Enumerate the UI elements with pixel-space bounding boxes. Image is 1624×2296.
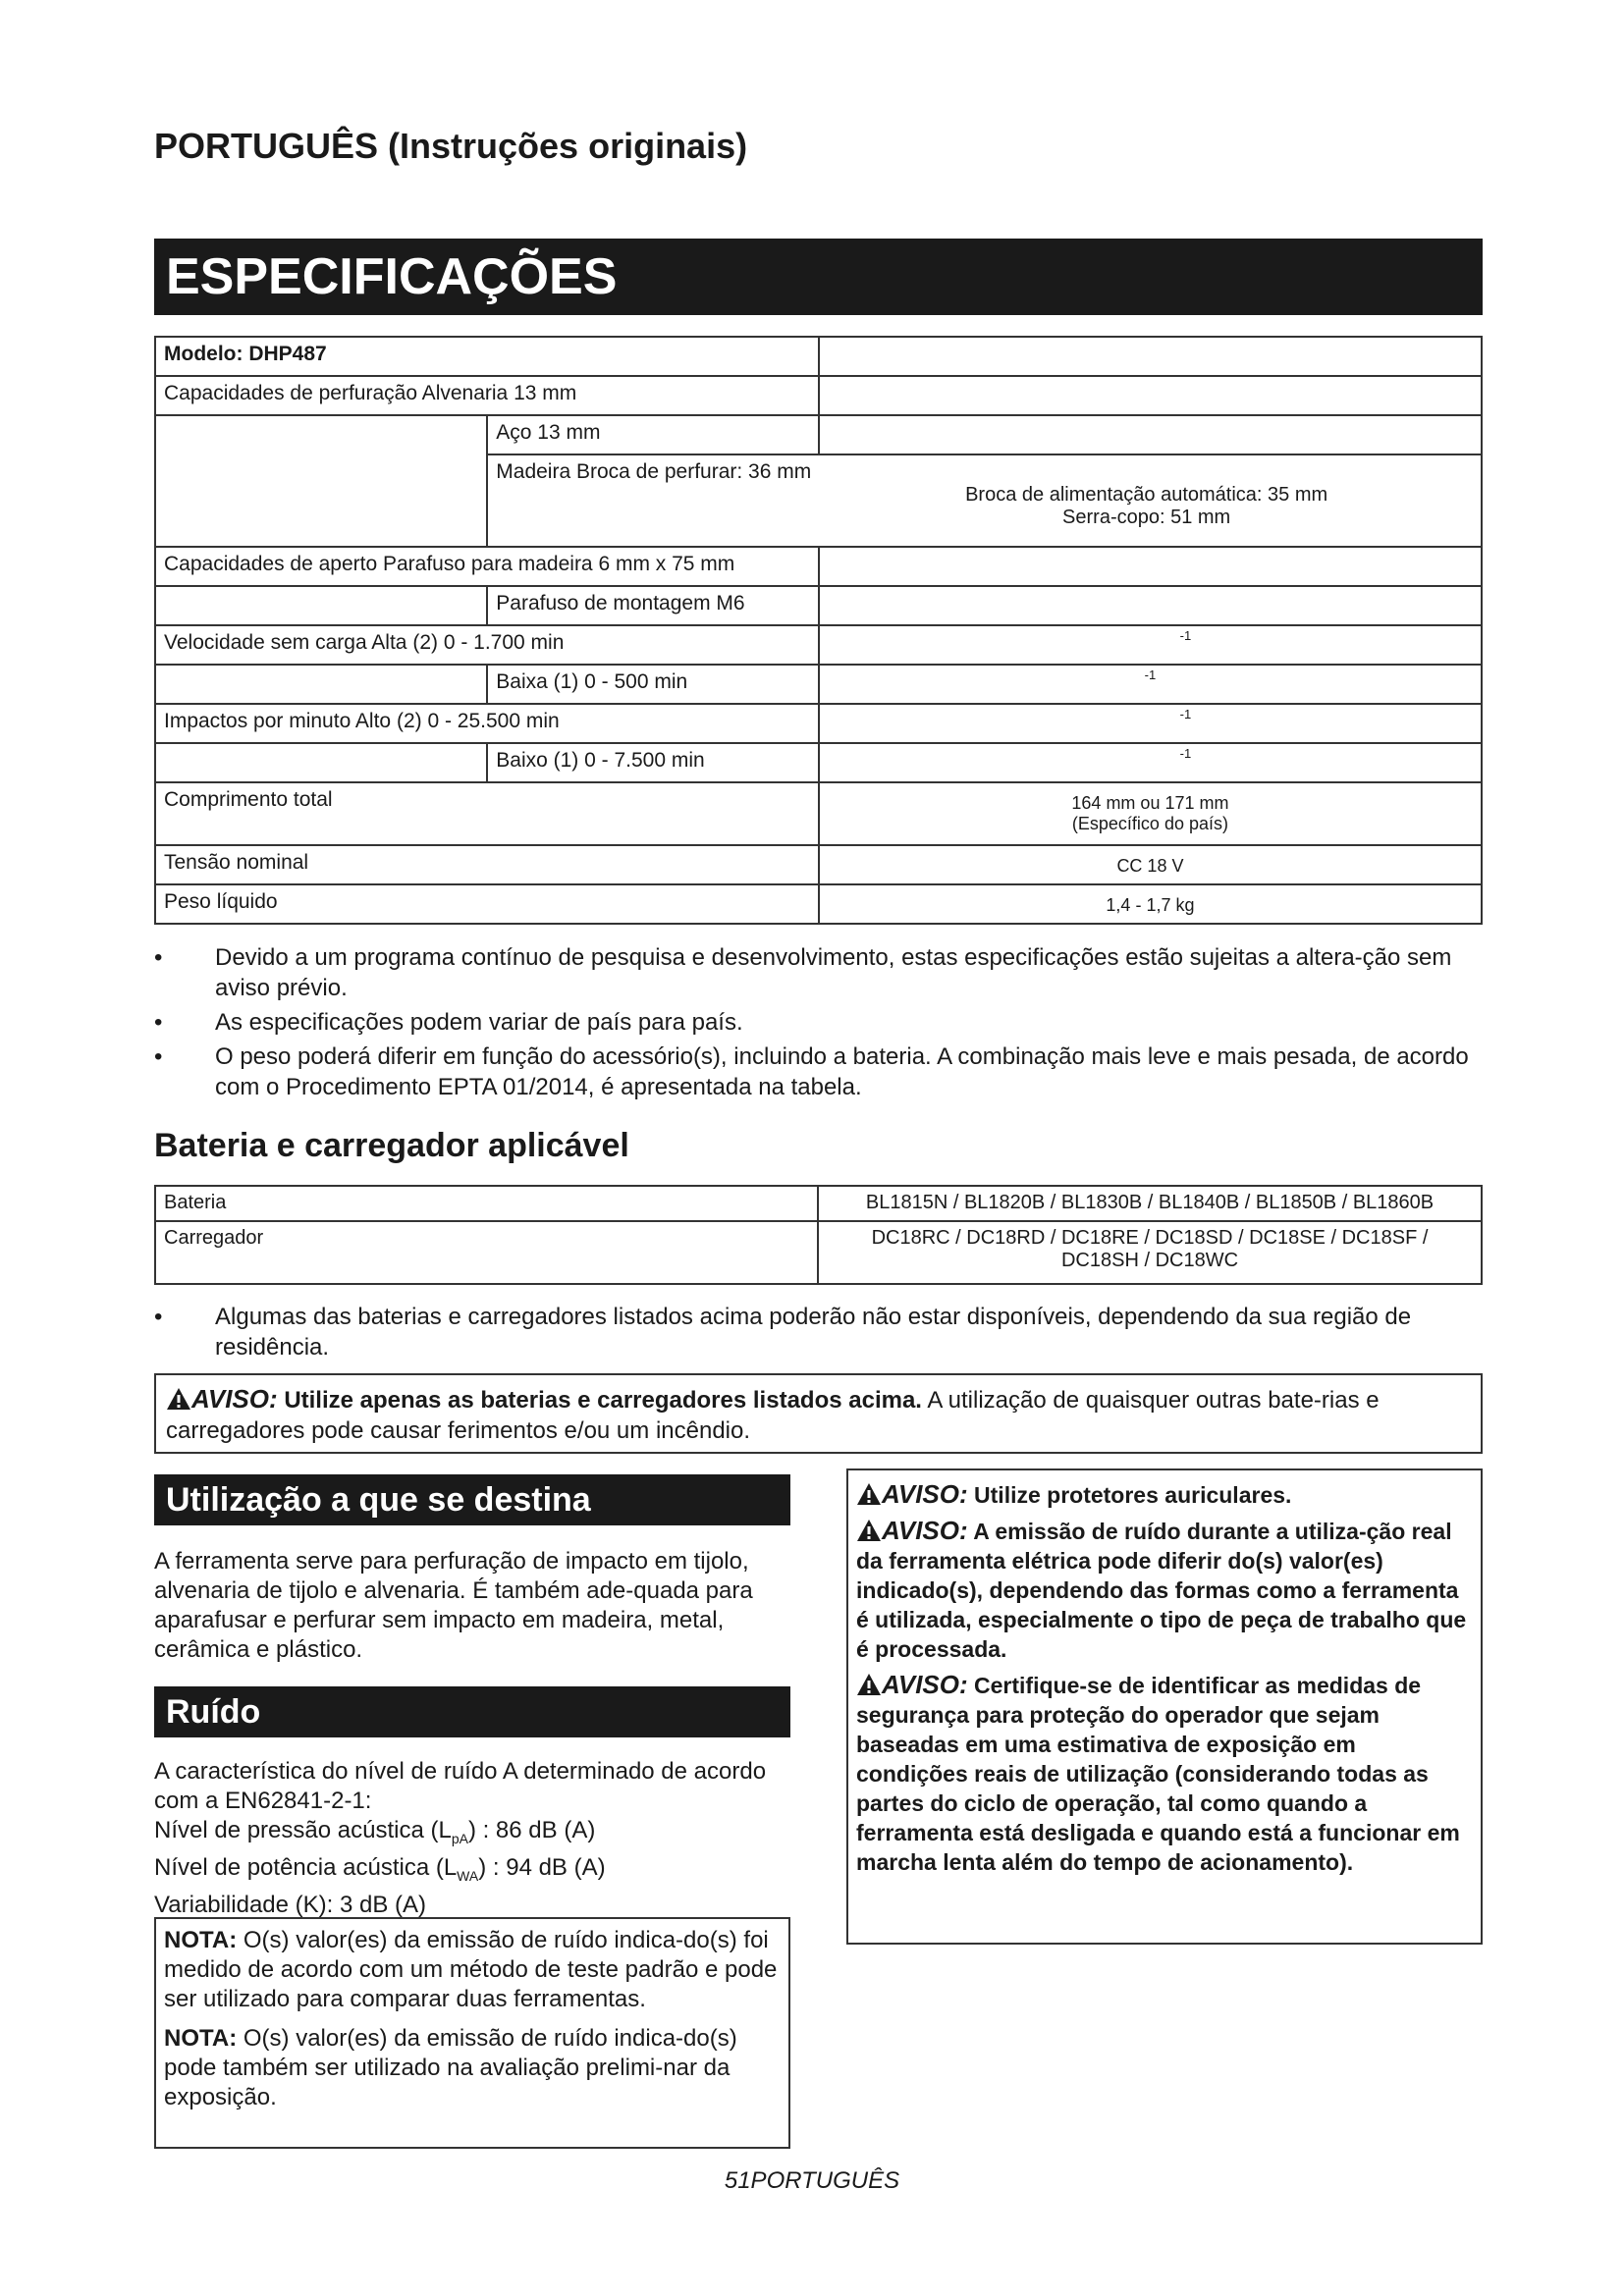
note-item: • As especificações podem variar de país para país. [154,1009,743,1036]
impact-high: Impactos por minuto Alto (2) 0 - 25.500 min [155,704,819,743]
weight-value: 1,4 - 1,7 kg [819,884,1482,924]
noise-heading: Ruído [154,1686,790,1737]
warning-label: AVISO: [191,1384,278,1414]
speed-high-unit: -1 [819,625,1482,665]
nota-1: NOTA: O(s) valor(es) da emissão de ruído indica-do(s) foi medido de acordo com um método de teste padrão e pode ser utilizado para comparar duas ferramentas. [164,1927,778,2012]
warning-1: AVISO: Utilize protetores auriculares. [856,1479,1473,1510]
wood-hole-saw: Serra-copo: 51 mm [1062,507,1231,528]
fastening-capacity-label: Capacidades de aperto Parafuso para madeira 6 mm x 75 mm [155,547,819,586]
intended-use-heading: Utilização a que se destina [154,1474,790,1525]
warning-icon [166,1387,191,1411]
speed-high: Velocidade sem carga Alta (2) 0 - 1.700 min [155,625,819,665]
battery-notes [154,1302,1483,1366]
note-item: • O peso poderá diferir em função do acessório(s), incluindo a bateria. A combinação mais leve e mais pesada, de acordo com o Procedimento EPTA 01/2014, é apresentada na tabela. [154,1043,1469,1100]
wood-capacity-label: Madeira Broca de perfurar: 36 mm [496,460,812,483]
wood-capacity [487,454,1482,547]
length-value-2: (Específico do país) [1071,814,1228,833]
noise-line-4: Variabilidade (K): 3 dB (A) [154,1891,427,1918]
warning-icon [856,1519,882,1542]
warning-bold: Utilize apenas as baterias e carregadores listados acima. [284,1387,922,1414]
warning-3: AVISO: Certifique-se de identificar as medidas de segurança para proteção do operador que sejam baseadas em uma estimativa de exposição em condições reais de utilização (considerando todas as partes do ciclo de operação, tal como quando a ferramenta está desligada e quando está a funcionar em marcha lenta além do tempo de acionamento). [856,1670,1460,1875]
warning-icon [856,1673,882,1696]
battery-heading: Bateria e carregador aplicável [154,1127,629,1164]
weight-label: Peso líquido [155,884,819,924]
charger-models-2: DC18SH / DC18WC [1060,1250,1239,1271]
noise-line-2: Nível de pressão acústica $(L_{pA})$ : 86 dB (A) [154,1817,596,1846]
noise-warnings-box [846,1468,1483,1945]
impact-low: Baixo (1) 0 - 7.500 min [487,743,819,782]
specifications-table [154,336,1483,925]
noise-notes-box [154,1917,790,2149]
speed-low: Baixa (1) 0 - 500 min [487,665,819,704]
machine-screw-capacity: Parafuso de montagem M6 [487,586,819,625]
page-footer: 51PORTUGUÊS [724,2167,900,2194]
length-value-1: 164 mm ou 171 mm [1071,793,1229,813]
note-item: • Devido a um programa contínuo de pesquisa e desenvolvimento, estas especificações estão sujeitas a altera-ção sem aviso prévio. [154,944,1452,1001]
warning-2: AVISO: A emissão de ruído durante a utiliza-ção real da ferramenta elétrica pode diferir do(s) valor(es) indicado(s), dependendo das formas como a ferramenta é utilizada, especialmente o tipo de peça de trabalho que é processada. [856,1516,1467,1662]
intended-use-text: A ferramenta serve para perfuração de impacto em tijolo, alvenaria de tijolo e alvenaria. É também ade-quada para aparafusar e perfurar sem impacto em madeira, metal, cerâmica e plástico. [154,1548,753,1663]
drill-capacity-label: Capacidades de perfuração Alvenaria 13 mm [155,376,819,415]
nota-2: NOTA: O(s) valor(es) da emissão de ruído indica-do(s) pode também ser utilizado na avaliação prelimi-nar da exposição. [164,2025,737,2110]
noise-text [154,1757,773,1920]
steel-capacity: Aço 13 mm [487,415,819,454]
charger-models [818,1221,1482,1284]
impact-high-unit: -1 [819,704,1482,743]
speed-low-unit: -1 [819,665,1482,704]
noise-line-3: Nível de potência acústica $(L_{WA})$ : 94 dB (A) [154,1853,606,1884]
charger-models-1: DC18RC / DC18RD / DC18RE / DC18SD / DC18SE / DC18SF / [871,1227,1429,1249]
length-value [819,782,1482,845]
spec-notes [154,942,1483,1106]
wood-self-feed: Broca de alimentação automática: 35 mm [965,484,1328,506]
charger-label: Carregador [155,1221,818,1284]
warning-icon [856,1482,882,1506]
page-title: PORTUGUÊS (Instruções originais) [154,126,748,166]
noise-line-1: A característica do nível de ruído A determinado de acordo com a EN62841-2-1: [154,1758,767,1814]
impact-low-unit: -1 [819,743,1482,782]
voltage-value: CC 18 V [819,845,1482,884]
voltage-label: Tensão nominal [155,845,819,884]
note-item: • Algumas das baterias e carregadores listados acima poderão não estar disponíveis, dependendo da sua região de residência. [154,1304,1412,1361]
battery-table [154,1185,1483,1285]
battery-label: Bateria [155,1186,818,1221]
battery-models: BL1815N / BL1820B / BL1830B / BL1840B / BL1850B / BL1860B [818,1186,1482,1221]
battery-warning [154,1373,1483,1454]
warning-text: A utilização de quaisquer outras bate-rias e carregadores pode causar ferimentos e/ou um incêndio. [166,1387,1380,1444]
length-label: Comprimento total [155,782,819,845]
model-cell: Modelo: DHP487 [155,337,819,376]
specifications-heading: ESPECIFICAÇÕES [154,239,1483,315]
